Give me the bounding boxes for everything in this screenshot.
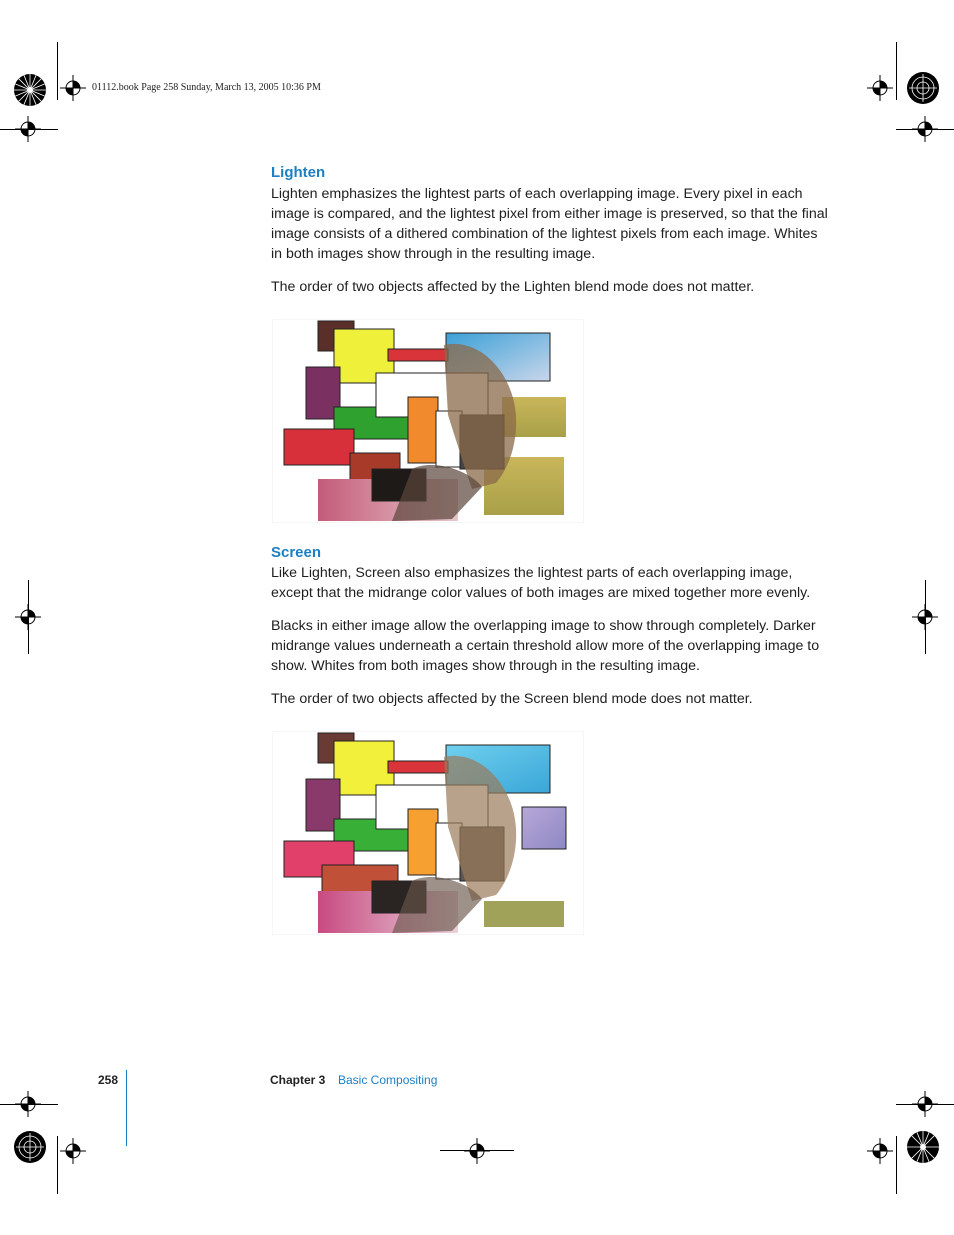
screen-paragraph-2: Blacks in either image allow the overlapping image to show through completely. Darker midrange values underneath a certain threshold allow more of the overlapping image to show. Whites from both images show through in the resulting image. [271, 618, 820, 674]
footer-chapter-label: Chapter 3 [270, 1073, 326, 1087]
section-heading-screen: Screen [271, 544, 322, 561]
crosshair-icon [15, 604, 41, 630]
registration-target-icon [906, 1130, 940, 1164]
registration-target-icon [13, 73, 47, 107]
footer-divider [126, 1070, 127, 1146]
crosshair-icon [867, 75, 893, 101]
crosshair-icon [60, 75, 86, 101]
crosshair-icon [15, 116, 41, 142]
crosshair-icon [464, 1138, 490, 1164]
crosshair-icon [15, 1091, 41, 1117]
crosshair-icon [912, 116, 938, 142]
crosshair-icon [912, 604, 938, 630]
print-info: 01112.book Page 258 Sunday, March 13, 2005 10:36 PM [92, 82, 321, 93]
page-number: 258 [98, 1073, 119, 1087]
crosshair-icon [912, 1091, 938, 1117]
screen-paragraph-3: The order of two objects affected by the Screen blend mode does not matter. [271, 691, 753, 707]
registration-target-icon [13, 1130, 47, 1164]
section-heading-lighten: Lighten [271, 164, 326, 181]
lighten-blend-example-image [272, 319, 584, 523]
lighten-paragraph-1: Lighten emphasizes the lightest parts of each overlapping image. Every pixel in each image is compared, and the lightest pixel from either image is preserved, so that the final image consists of a dithered combination of the lightest pixels from each image. Whites in both images show through in the resulting image. [271, 186, 828, 262]
footer-chapter-title: Basic Compositing [338, 1073, 438, 1087]
crosshair-icon [867, 1138, 893, 1164]
screen-blend-example-image [272, 731, 584, 935]
lighten-paragraph-2: The order of two objects affected by the Lighten blend mode does not matter. [271, 279, 755, 295]
crosshair-icon [60, 1138, 86, 1164]
screen-paragraph-1: Like Lighten, Screen also emphasizes the lightest parts of each overlapping image, except that the midrange color values of both images are mixed together more evenly. [271, 565, 811, 601]
registration-target-icon [906, 71, 940, 105]
